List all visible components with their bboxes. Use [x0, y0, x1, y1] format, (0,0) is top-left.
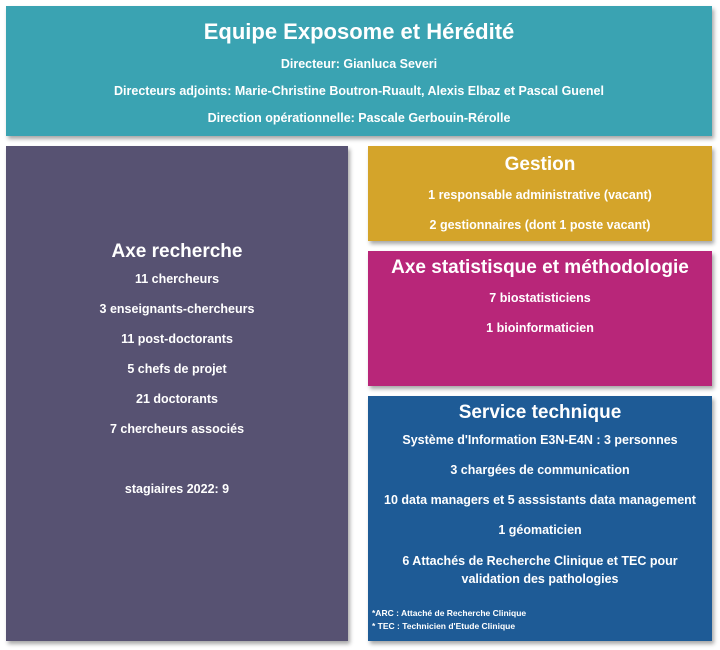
research-title: Axe recherche — [111, 241, 243, 262]
technical-item: Système d'Information E3N-E4N : 3 personnes — [402, 433, 678, 447]
interns-count: stagiaires 2022: 9 — [124, 482, 230, 496]
management-box — [368, 146, 712, 241]
abbreviation-note: * TEC : Technicien d'Etude Clinique — [372, 621, 516, 631]
statistics-item: 7 biostatisticiens — [489, 291, 591, 305]
statistics-axis-box — [368, 251, 712, 386]
deputies-line: Directeurs adjoints: Marie-Christine Boutron-Ruault, Alexis Elbaz et Pascal Guenel — [114, 84, 604, 98]
technical-item: 10 data managers et 5 asssistants data management — [384, 493, 696, 507]
director-line: Directeur: Gianluca Severi — [280, 57, 438, 71]
technical-title: Service technique — [458, 402, 622, 423]
statistics-item: 1 bioinformaticien — [486, 321, 594, 335]
operations-line: Direction opérationnelle: Pascale Gerbouin-Rérolle — [207, 111, 511, 125]
management-item: 1 responsable administrative (vacant) — [428, 188, 652, 202]
research-item: 7 chercheurs associés — [109, 422, 245, 436]
research-item: 3 enseignants-chercheurs — [99, 302, 255, 316]
technical-item: 1 géomaticien — [498, 523, 582, 537]
research-item: 11 post-doctorants — [121, 332, 233, 346]
abbreviation-note: *ARC : Attaché de Recherche Clinique — [372, 608, 527, 618]
team-title: Equipe Exposome et Hérédité — [203, 19, 515, 44]
team-header-box — [6, 6, 712, 136]
statistics-title: Axe statistisque et méthodologie — [391, 257, 689, 278]
technical-service-box — [368, 396, 712, 641]
research-item: 5 chefs de projet — [127, 362, 227, 376]
research-item: 21 doctorants — [136, 392, 218, 406]
research-axis-box — [6, 146, 348, 641]
management-title: Gestion — [504, 154, 576, 175]
management-item: 2 gestionnaires (dont 1 poste vacant) — [429, 218, 651, 232]
research-item: 11 chercheurs — [134, 272, 220, 286]
technical-item: 3 chargées de communication — [450, 463, 630, 477]
abbreviation-notes — [372, 607, 526, 633]
technical-item: 6 Attachés de Recherche Clinique et TEC pour validation des pathologies — [402, 554, 678, 586]
